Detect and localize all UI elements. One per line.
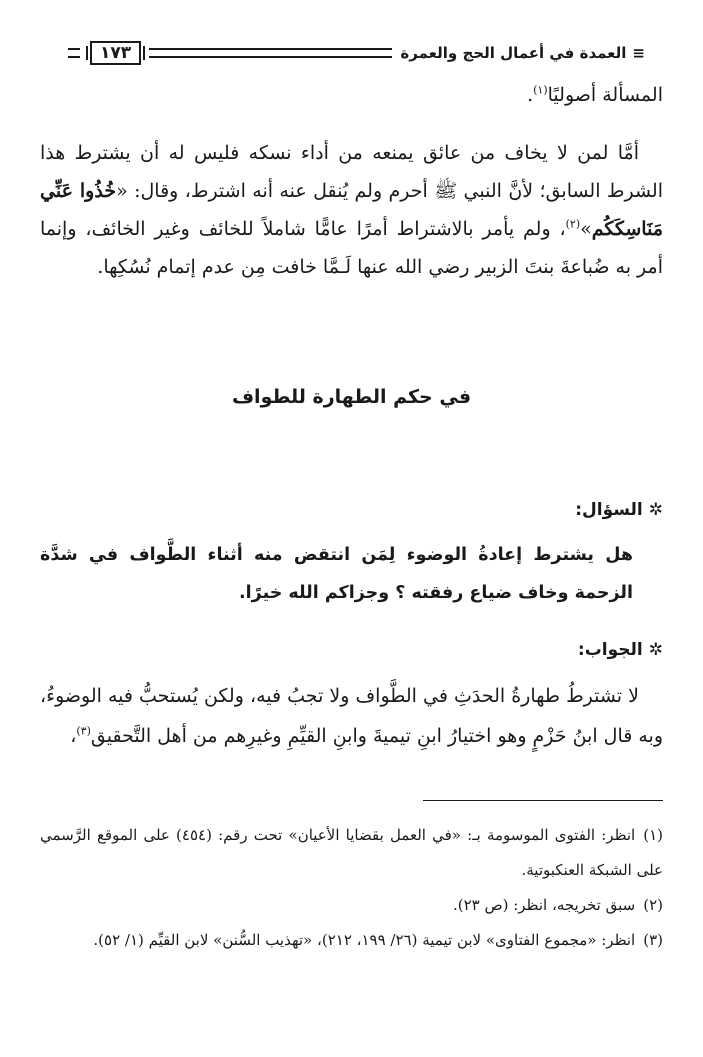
footnote-text: انظر: «مجموع الفتاوى» لابن تيمية (٢٦/ ١٩٩، ٢١٢)، «تهذيب السُّنن» لابن القيِّم (١/ ٥٢).	[93, 931, 636, 949]
paragraph-text: ، ولم يأمر بالاشتراط أمرًا عامًّا شاملاً للخائف وغير الخائف، وإنما أمر به ضُباعةَ بنتَ الزبير رضي الله عنها لَـمَّا خافت مِن عدم إتمام نُسُكِها.	[40, 218, 663, 278]
answer-body: لا تشترطُ طهارةُ الحدَثِ في الطَّواف ولا تجبُ فيه، ولكن يُستحبُّ فيه الوضوءُ، وبه قال ابنُ حَزْمٍ وهو اختيارُ ابنِ تيميةَ وابنِ القيِّمِ وغيرِهم من أهل التَّحقيق	[40, 685, 663, 747]
paragraph-punct: .	[527, 84, 534, 106]
footnote-number: (٢)	[643, 896, 663, 914]
footnote-item	[40, 888, 663, 923]
footnote-ref: (١)	[533, 83, 548, 97]
question-text: هل يشترط إعادةُ الوضوء لِمَن انتقض منه أثناء الطَّواف في شدَّة الزحمة وخاف ضياع رفقته ؟ وجزاكم الله خيرًا.	[40, 545, 633, 603]
footnote-item	[40, 923, 663, 958]
book-title: العمدة في أعمال الحج والعمرة	[400, 44, 627, 62]
footnote-item	[40, 818, 663, 888]
star-icon: ✲	[648, 500, 663, 520]
star-icon: ✲	[648, 640, 663, 660]
answer-punct: ،	[70, 725, 77, 747]
quote-close: »	[580, 218, 592, 240]
section-title: في حكم الطهارة للطواف	[231, 386, 472, 408]
footnote-divider	[423, 800, 663, 801]
footnote-text: سبق تخريجه، انظر: (ص ٢٣).	[452, 896, 636, 914]
running-header	[68, 40, 645, 66]
hadith-quote: خُذُوا عَنِّي مَنَاسِكَكُم	[40, 180, 663, 240]
paragraph-text: أمَّا لمن لا يخاف من عائق يمنعه من أداء نسكه فليس له أن يشترط هذا الشرط السابق؛ لأنَّ النبي ﷺ أحرم ولم يُنقل عنه أنه اشترط، وقال: «	[40, 142, 663, 202]
footnote-text: انظر: الفتوى الموسومة بـ: «في العمل بقضايا الأعيان» تحت رقم: (٤٥٤) على الموقع الرَّسمي على الشبكة العنكبوتية.	[40, 826, 663, 879]
answer-label-text: الجواب:	[577, 640, 643, 660]
header-rule	[149, 48, 392, 58]
footnotes	[40, 818, 663, 958]
question-label	[575, 500, 663, 520]
page-number: ١٧٣	[90, 41, 141, 65]
question-label-text: السؤال:	[575, 500, 643, 520]
header-ornament: ≡	[632, 43, 645, 62]
footnote-number: (١)	[643, 826, 663, 844]
paragraph-text: المسألة أصوليًا	[547, 84, 663, 106]
footnote-ref: (٣)	[76, 724, 91, 738]
footnote-ref: (٢)	[565, 217, 581, 231]
paragraph-continuation	[40, 76, 663, 114]
header-rule-end	[68, 48, 80, 58]
footnote-number: (٣)	[643, 931, 663, 949]
answer-label	[578, 640, 663, 660]
answer-text	[40, 676, 663, 756]
paragraph	[40, 134, 663, 286]
